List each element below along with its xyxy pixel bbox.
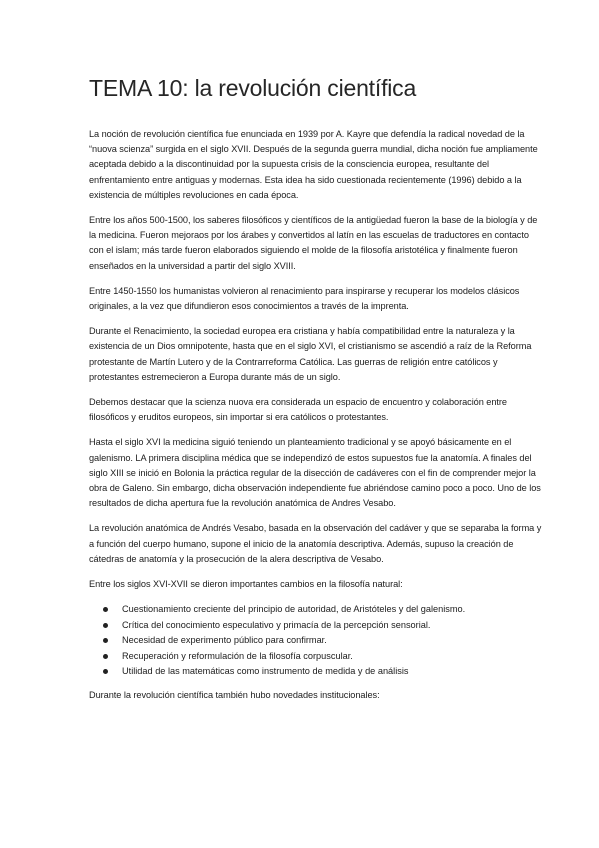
bullet-icon [103, 669, 108, 674]
paragraph-scienza-nuova: Debemos destacar que la scienza nuova era considerada un espacio de encuentro y colaboración entre filosóficos y eruditos europeos, sin importar si era católicos o protestantes. [89, 397, 507, 423]
paragraph-medicine: Hasta el siglo XVI la medicina siguió teniendo un planteamiento tradicional y se apoyó básicamente en el galenismo. LA primera disciplina médica que se independizó de estos supuestos fue la anatomía. A finales del siglo XIII se inició en Bolonia la práctica regular de la disección de cadáveres con el fin de comprender mejor la obra de Galeno. Sin embargo, dicha observación independiente fue abriéndose camino poco a poco. Uno de los resultados de dicha apertura fue la revolución anatómica de Andres Vesabo. [89, 437, 541, 509]
list-item-text: Recuperación y reformulación de la filosofía corpuscular. [122, 650, 353, 661]
paragraph-humanists: Entre 1450-1550 los humanistas volvieron al renacimiento para inspirarse y recuperar los modelos clásicos originales, a la vez que difundieron esos conocimientos a través de la imprenta. [89, 285, 520, 312]
paragraph-middle-ages: Entre los años 500-1500, los saberes filosóficos y científicos de la antigüedad fueron la base de la biología y de la medicina. Fueron mejoraos por los árabes y convertidos al latín en las escuelas de traductores en contacto con el islam; más tarde fueron elaborados siguiendo el molde de la filosofía aristotélica y finalmente fueron enseñados en la universidad a partir del siglo XVIII. [89, 215, 538, 271]
paragraph-revolution-definition: La noción de revolución científica fue enunciada en 1939 por A. Kayre que defendía la radical novedad de la “nuova scienza” surgida en el siglo XVII. Después de la segunda guerra mundial, dicha noción fue ampliamente aceptada debido a la discontinuidad por la supuesta crisis de la consciencia europea, resultante del enfrentamiento entre antiguas y modernas. Esta idea ha sido cuestionada recientemente (1996) debido a la existencia de múltiples revoluciones en cada época. [89, 129, 538, 200]
list-item [89, 602, 543, 617]
list-item [89, 649, 543, 664]
paragraph-renaissance: Durante el Renacimiento, la sociedad europea era cristiana y había compatibilidad entre la naturaleza y la existencia de un Dios omnipotente, hasta que en el siglo XVI, el cristianismo se ascendió a raíz de la Reforma protestante de Martín Lutero y de la Contrarreforma Católica. Las guerras de religión entre católicos y protestantes estremecieron a Europa durante más de un siglo. [89, 326, 532, 382]
paragraph-vesabo: La revolución anatómica de Andrés Vesabo, basada en la observación del cadáver y que se separaba la forma y a función del cuerpo humano, supone el inicio de la anatomía descriptiva. Además, supuso la creación de cátedras de anatomía y la prosecución de la alera descriptiva de Vesabo. [89, 523, 542, 564]
list-item-text: Utilidad de las matemáticas como instrumento de medida y de análisis [122, 665, 409, 676]
bullet-icon [103, 638, 108, 643]
paragraph-institutional-novelties: Durante la revolución científica también hubo novedades institucionales: [89, 690, 380, 701]
bullet-icon [103, 623, 108, 628]
list-item [89, 618, 543, 633]
bullet-icon [103, 654, 108, 659]
changes-list [89, 602, 543, 679]
document-title: TEMA 10: la revolución científica [89, 75, 417, 101]
list-item-text: Cuestionamiento creciente del principio de autoridad, de Aristóteles y del galenismo. [122, 604, 466, 615]
list-item-text: Necesidad de experimento público para confirmar. [122, 635, 327, 646]
list-item [89, 633, 543, 648]
list-item [89, 664, 543, 679]
list-item-text: Crítica del conocimiento especulativo y primacía de la percepción sensorial. [122, 619, 431, 630]
paragraph-natural-philosophy: Entre los siglos XVI-XVII se dieron importantes cambios en la filosofía natural: [89, 579, 403, 590]
bullet-icon [103, 607, 108, 612]
